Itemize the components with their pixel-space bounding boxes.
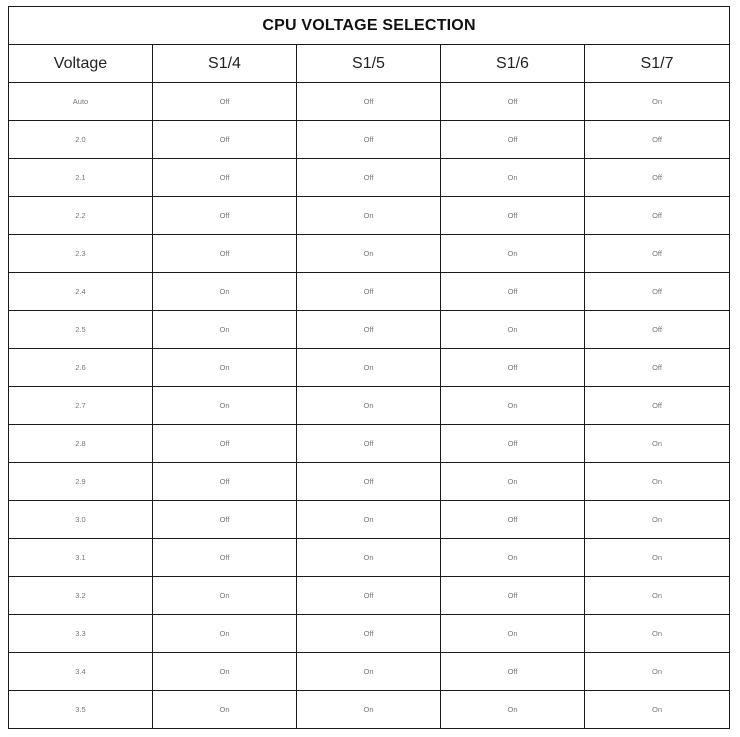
voltage-cell: Auto	[9, 83, 153, 121]
voltage-cell: 2.3	[9, 235, 153, 273]
switch-state-cell: Off	[153, 463, 297, 501]
column-header-s1-6: S1/6	[441, 45, 585, 83]
switch-state-cell: Off	[153, 159, 297, 197]
switch-state-cell: On	[297, 235, 441, 273]
switch-state-cell: On	[585, 691, 730, 729]
voltage-cell: 2.8	[9, 425, 153, 463]
switch-state-cell: Off	[585, 121, 730, 159]
cpu-voltage-table	[8, 6, 730, 729]
table-row	[9, 235, 730, 273]
voltage-cell: 2.5	[9, 311, 153, 349]
table-title: CPU VOLTAGE SELECTION	[9, 7, 730, 45]
table-row	[9, 159, 730, 197]
switch-state-cell: Off	[153, 539, 297, 577]
switch-state-cell: On	[585, 653, 730, 691]
switch-state-cell: On	[297, 653, 441, 691]
switch-state-cell: Off	[441, 577, 585, 615]
title-row	[9, 7, 730, 45]
switch-state-cell: On	[585, 463, 730, 501]
switch-state-cell: Off	[153, 83, 297, 121]
switch-state-cell: On	[297, 501, 441, 539]
switch-state-cell: On	[441, 387, 585, 425]
switch-state-cell: Off	[441, 83, 585, 121]
switch-state-cell: Off	[297, 159, 441, 197]
switch-state-cell: Off	[441, 197, 585, 235]
table-row	[9, 577, 730, 615]
switch-state-cell: On	[585, 577, 730, 615]
switch-state-cell: Off	[585, 273, 730, 311]
switch-state-cell: On	[153, 653, 297, 691]
table-body	[9, 83, 730, 729]
table-row	[9, 273, 730, 311]
switch-state-cell: Off	[585, 349, 730, 387]
switch-state-cell: Off	[297, 425, 441, 463]
switch-state-cell: On	[585, 539, 730, 577]
switch-state-cell: On	[297, 349, 441, 387]
switch-state-cell: Off	[153, 235, 297, 273]
table-row	[9, 539, 730, 577]
switch-state-cell: On	[441, 159, 585, 197]
voltage-cell: 2.9	[9, 463, 153, 501]
table-row	[9, 121, 730, 159]
switch-state-cell: Off	[153, 121, 297, 159]
switch-state-cell: Off	[297, 273, 441, 311]
table-row	[9, 501, 730, 539]
voltage-cell: 3.4	[9, 653, 153, 691]
switch-state-cell: On	[441, 311, 585, 349]
table-row	[9, 197, 730, 235]
header-row	[9, 45, 730, 83]
switch-state-cell: Off	[297, 311, 441, 349]
switch-state-cell: On	[297, 539, 441, 577]
switch-state-cell: Off	[297, 121, 441, 159]
table-row	[9, 653, 730, 691]
switch-state-cell: On	[153, 577, 297, 615]
switch-state-cell: Off	[297, 83, 441, 121]
voltage-cell: 2.1	[9, 159, 153, 197]
voltage-cell: 2.2	[9, 197, 153, 235]
switch-state-cell: Off	[441, 653, 585, 691]
voltage-cell: 2.7	[9, 387, 153, 425]
switch-state-cell: On	[153, 349, 297, 387]
switch-state-cell: Off	[585, 159, 730, 197]
switch-state-cell: On	[297, 387, 441, 425]
voltage-cell: 3.2	[9, 577, 153, 615]
switch-state-cell: On	[153, 273, 297, 311]
table-row	[9, 83, 730, 121]
table-row	[9, 425, 730, 463]
table-row	[9, 691, 730, 729]
switch-state-cell: On	[585, 425, 730, 463]
voltage-cell: 2.6	[9, 349, 153, 387]
switch-state-cell: On	[153, 691, 297, 729]
switch-state-cell: On	[153, 615, 297, 653]
voltage-cell: 3.0	[9, 501, 153, 539]
document-sheet	[8, 6, 729, 729]
switch-state-cell: Off	[297, 615, 441, 653]
switch-state-cell: On	[297, 197, 441, 235]
column-header-s1-4: S1/4	[153, 45, 297, 83]
table-row	[9, 463, 730, 501]
switch-state-cell: Off	[297, 577, 441, 615]
switch-state-cell: On	[585, 501, 730, 539]
switch-state-cell: Off	[441, 349, 585, 387]
table-row	[9, 387, 730, 425]
switch-state-cell: On	[153, 387, 297, 425]
switch-state-cell: On	[297, 691, 441, 729]
switch-state-cell: Off	[441, 273, 585, 311]
column-header-voltage: Voltage	[9, 45, 153, 83]
switch-state-cell: Off	[585, 197, 730, 235]
switch-state-cell: On	[441, 615, 585, 653]
switch-state-cell: On	[441, 235, 585, 273]
column-header-s1-5: S1/5	[297, 45, 441, 83]
column-header-s1-7: S1/7	[585, 45, 730, 83]
voltage-cell: 2.0	[9, 121, 153, 159]
switch-state-cell: Off	[585, 235, 730, 273]
switch-state-cell: Off	[441, 501, 585, 539]
switch-state-cell: Off	[297, 463, 441, 501]
switch-state-cell: On	[441, 539, 585, 577]
switch-state-cell: On	[585, 615, 730, 653]
switch-state-cell: Off	[153, 425, 297, 463]
table-row	[9, 615, 730, 653]
switch-state-cell: Off	[585, 311, 730, 349]
voltage-cell: 3.3	[9, 615, 153, 653]
switch-state-cell: Off	[441, 121, 585, 159]
switch-state-cell: On	[153, 311, 297, 349]
table-row	[9, 349, 730, 387]
switch-state-cell: Off	[441, 425, 585, 463]
voltage-cell: 3.5	[9, 691, 153, 729]
voltage-cell: 3.1	[9, 539, 153, 577]
switch-state-cell: Off	[153, 501, 297, 539]
switch-state-cell: On	[441, 463, 585, 501]
voltage-cell: 2.4	[9, 273, 153, 311]
switch-state-cell: Off	[153, 197, 297, 235]
switch-state-cell: On	[585, 83, 730, 121]
switch-state-cell: On	[441, 691, 585, 729]
switch-state-cell: Off	[585, 387, 730, 425]
table-row	[9, 311, 730, 349]
